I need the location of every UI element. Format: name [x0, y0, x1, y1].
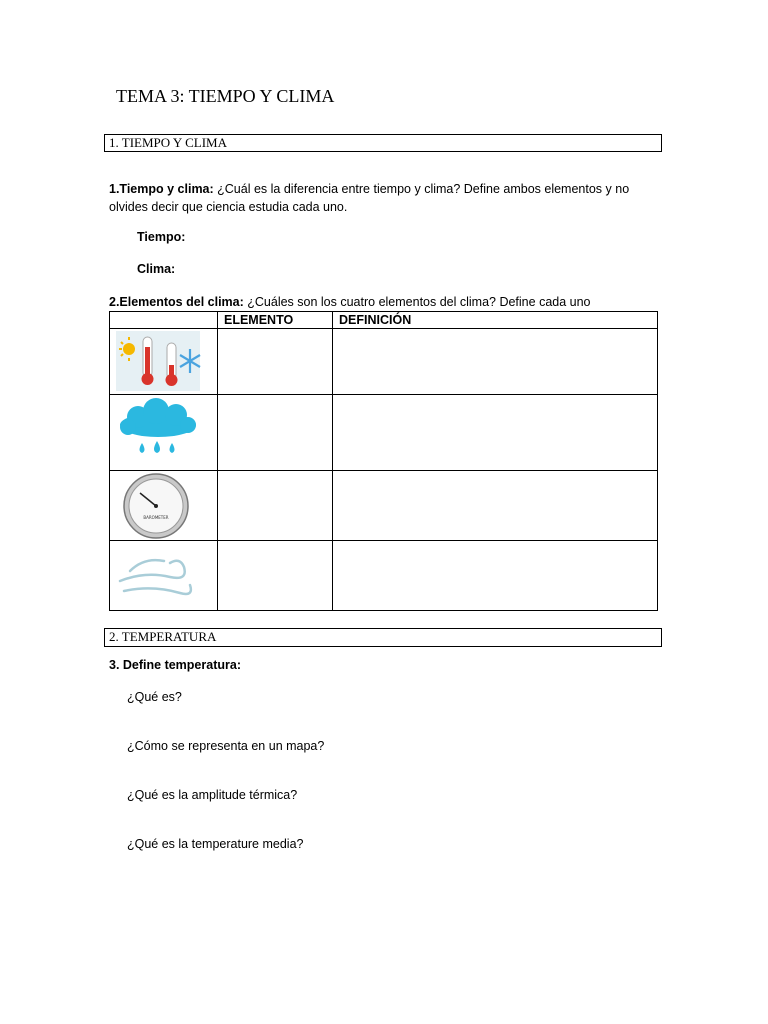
question-1-text: ¿Cuál es la diferencia entre tiempo y clima? Define ambos elementos y no olvides decir que ciencia estudia cada uno.: [109, 182, 630, 214]
icon-cell: [110, 329, 218, 395]
thermometer-icon: [110, 329, 210, 393]
tiempo-label: Tiempo:: [137, 230, 186, 244]
table-row: [110, 395, 658, 471]
question-2-text: ¿Cuáles son los cuatro elementos del clima? Define cada uno: [243, 295, 591, 309]
table-header-row: [110, 312, 658, 329]
section-heading-tiempo-y-clima: 1. TIEMPO Y CLIMA: [104, 134, 662, 152]
icon-cell: [110, 541, 218, 611]
question-2: [109, 295, 591, 309]
rain-cloud-icon: [110, 395, 210, 469]
barometer-label: BAROMETER: [143, 515, 169, 520]
table-row: [110, 541, 658, 611]
section-heading-temperatura: 2. TEMPERATURA: [104, 628, 662, 647]
clima-label: Clima:: [137, 262, 176, 276]
table-row: [110, 471, 658, 541]
question-amplitud-termica: ¿Qué es la amplitude térmica?: [127, 788, 298, 802]
question-2-lead: 2.Elementos del clima:: [109, 295, 244, 309]
question-representa-mapa: ¿Cómo se representa en un mapa?: [127, 739, 325, 753]
icon-cell: [110, 471, 218, 541]
elemento-cell[interactable]: [218, 471, 333, 541]
question-1-lead: 1.Tiempo y clima:: [109, 182, 214, 196]
elements-table: [109, 311, 658, 611]
question-que-es: ¿Qué es?: [127, 690, 182, 704]
barometer-icon: [110, 471, 210, 539]
question-1: [109, 180, 649, 216]
elemento-cell[interactable]: [218, 329, 333, 395]
header-icon-column: [110, 312, 218, 329]
header-elemento: ELEMENTO: [218, 312, 333, 329]
question-3: 3. Define temperatura:: [109, 658, 241, 672]
wind-icon: [110, 541, 210, 609]
icon-cell: [110, 395, 218, 471]
page-title: TEMA 3: TIEMPO Y CLIMA: [116, 86, 335, 106]
definicion-cell[interactable]: [333, 471, 658, 541]
definicion-cell[interactable]: [333, 395, 658, 471]
definicion-cell[interactable]: [333, 329, 658, 395]
definicion-cell[interactable]: [333, 541, 658, 611]
elemento-cell[interactable]: [218, 541, 333, 611]
header-definicion: DEFINICIÓN: [333, 312, 658, 329]
table-row: [110, 329, 658, 395]
question-temperatura-media: ¿Qué es la temperature media?: [127, 837, 304, 851]
elemento-cell[interactable]: [218, 395, 333, 471]
